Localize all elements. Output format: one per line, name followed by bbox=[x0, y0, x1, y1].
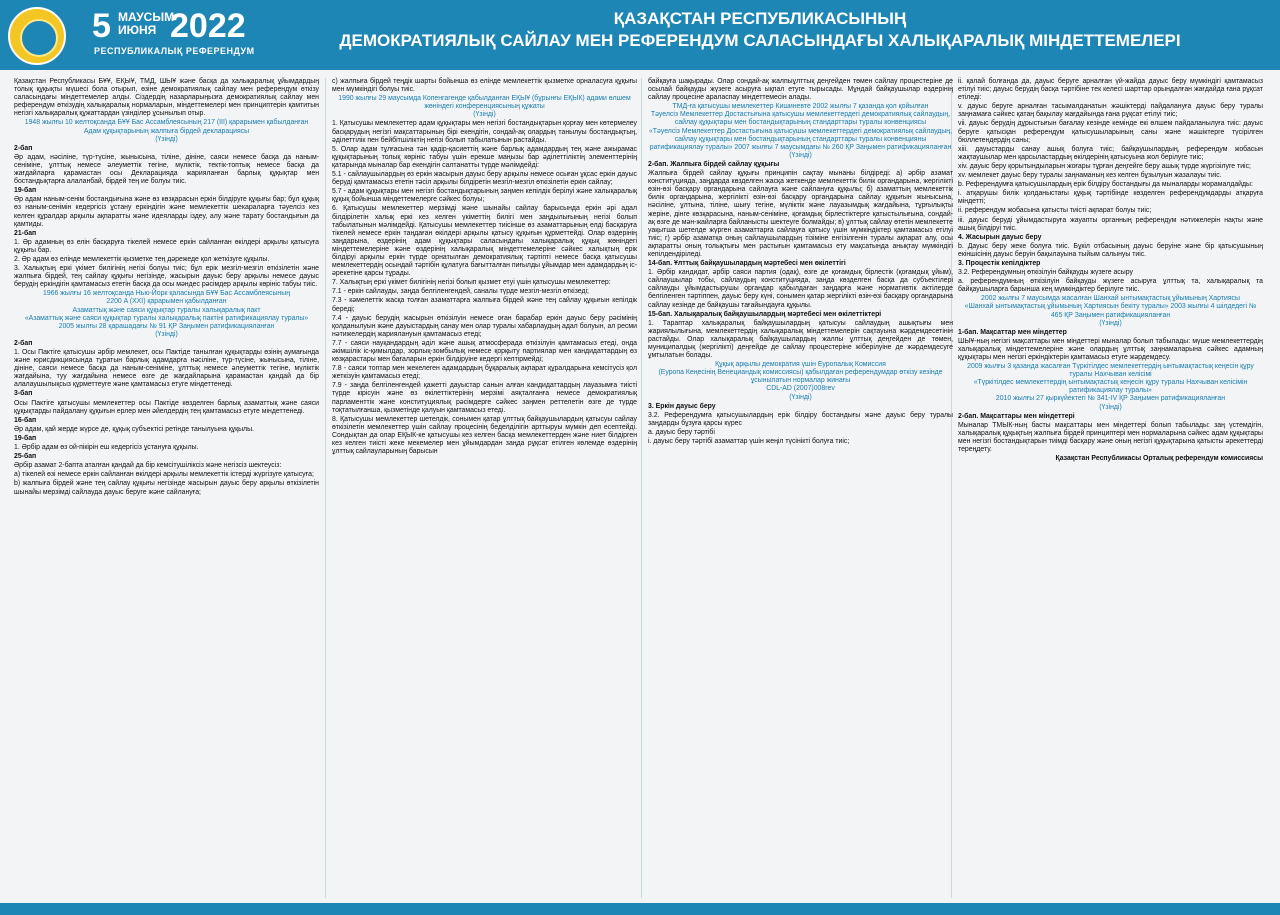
document-title: ТМД-ға қатысушы мемлекеттер Кишиневте 2002 жылғы 7 қазанда қол қойылған Тәуелсіз Мемлекеттер Достастығына қатысушы мемлекеттердегі демократиялық сайлаудың, сайлау құқықтары мен бостандықтарының стандарттары туралы конвенциясы «Тәуелсіз Мемлекеттер Достастығына қатысушы мемлекеттердегі демократиялық сайлаудың, сайлау құқықтары мен бостандықтарының стандарттары туралы конвенцияны ратификациялау туралы» 2007 жылғы 7 маусымдағы № 260 ҚР Заңымен ратификацияланған (Үзінді) bbox=[648, 103, 953, 159]
text-column-4 bbox=[958, 78, 1263, 464]
article-text: 5. Олар адам тұлғасына тән қадір-қасиеттің және барлық адамдардың тең және ажырамас құқықтарының толық көрініс табуы үшін ерекше маңызы бар әділеттіліктің элементтерінің қатарында мыналар бар екендігін салтанатты түрде мәлімдейді: bbox=[332, 145, 637, 169]
article-text: Мыналар ТМЫК-ның басты мақсаттары мен міндеттері болып табылады: заң үстемдігін, халықаралық құқықтың жалпыға бірдей принциптері мен нормаларына сәйкес адам құқықтары мен негізгі бостандықтарын тиімді басқару және оның негізгі құқықтарына қатысты әрекеттерді тереңдету. bbox=[958, 421, 1263, 454]
article-heading: 3-бап bbox=[14, 390, 33, 398]
article-text: Жалпыға бірдей сайлау құқығы принципін сақтау мынаны білдіреді: а) әрбір азамат конституцияда, заңдарда көзделген жасқа жеткенде мемлекеттік билік органдарына, жергілікті өзін-өзі басқару органдарына сайлауға және сайлануға құқылы; б) азаматтың мемлекеттік билік органдарына, жергілікті өзін-өзі басқару органдарына сайлау құқығын жынысына, нәсіліне, ұлтына, тіліне, шығу тегіне, мүліктік және лауазымдық жағдайына, тұрғылықты жеріне, дінге көзқарасына, наным-сеніміне, қоғамдық бірлестіктерге қатыстылығына, сондай-ақ өзге де мән-жайларға байланысты шектеуге болмайды; в) ұлттық сайлау өтетін мемлекетте уақытша шетелде жүрген азаматтарға сайлауға қатысу үшін мүмкіндіктер қамтамасыз етілуі тиіс; г) әрбір азаматқа оның сайлаушылардың тізіміне енгізілгенін туралы ақпарат алу, осы ақпаратты оның толықтығы мен растығын қамтамасыз ету мақсатында анықтау мүмкіндігі кепілдендіріледі. bbox=[648, 170, 953, 258]
article-heading: 21-бап bbox=[14, 229, 37, 237]
article-text: 1. Қатысушы мемлекеттер адам құқықтары мен негізгі бостандықтарын қорғау мен көтермелеу басқарудың негізгі мақсаттарының бірі екендігін, сондай-ақ олардың танылуы бостандықтың, әділеттілік пен бейбітшіліктің негізі болып табылатынын растайды. bbox=[332, 120, 637, 144]
date-year: 2022 bbox=[170, 7, 246, 45]
article-heading: 25-бап bbox=[14, 453, 37, 461]
article-text: 3.2. Референдумның өткізілуін байқауды жүзеге асыру bbox=[958, 269, 1133, 277]
article-text: 2. Әр адам өз елінде мемлекеттік қызметке тең дәрежеде қол жеткізуге құқылы. bbox=[14, 255, 270, 263]
text-column-1 bbox=[14, 78, 319, 498]
article-text: xiv. дауыс беру қорытындыларын жоғары тұрған деңгейге беру ашық түрде жүргізілуге тиіс; bbox=[958, 162, 1251, 170]
referendum-emblem-icon bbox=[8, 7, 66, 65]
article-heading: 3. Процестік кепілдіктер bbox=[958, 259, 1041, 267]
article-heading: 4. Жасырын дауыс беру bbox=[958, 233, 1042, 241]
intro-paragraph: Қазақстан Республикасы БҰҰ, ЕҚЫҰ, ТМД, ШЫҰ және басқа да халықаралық ұйымдардың толық құқықты мүшесі бола отырып, өзіне демократиялық сайлау мен референдум өткізу саласындағы міндеттемелер алды. Сіздердің назарларыңызға демократиялық сайлау мен референдум өткізудің халықаралық нормаларын, міндеттемелері мен принциптерін қамтитын негізгі халықаралық құжаттардан үзінділер ұсынылып отыр. bbox=[14, 78, 319, 118]
article-text: 5.1 - сайлаушылардың өз еркін жасырын дауыс беру арқылы немесе осыған ұқсас еркін дауыс беруді қамтамасыз ететін тәсіл арқылы білдіретін мезгіл-мезгіл өткізілетін еркін сайлау; bbox=[332, 171, 637, 187]
article-heading: 2-бап. Мақсаттары мен міндеттері bbox=[958, 412, 1075, 420]
header-banner bbox=[0, 0, 1280, 70]
column-divider bbox=[641, 78, 642, 898]
article-text: 7.4 - дауыс берудің жасырын өткізілуін немесе оған барабар еркін дауыс беру рәсімінің қолданылуын және дауыстардың санау мен олар туралы хабарлаудың адал болуын, ал ресми нәтижелердің жариялануын қамтамасыз етеді; bbox=[332, 314, 637, 338]
article-text: Әр адам, нәсіліне, түр-түсіне, жынысына, тіліне, дініне, саяси немесе басқа да наным-сеніміне, ұлттық немесе әлеуметтік тегіне, мүліктік, тектік-топтық немесе басқа да жағдайларға қарамастан осы Декларацияда жарияланған барлық құқықтар мен бостандықтарға алаланбай, бірдей тең ие болуы тиіс. bbox=[14, 153, 319, 186]
article-text: 1. Әр адамның өз елін басқаруға тікелей немесе еркін сайланған өкілдері арқылы қатысуға құқығы бар. bbox=[14, 238, 319, 254]
article-heading: 1-бап. Мақсаттар мен міндеттер bbox=[958, 328, 1067, 336]
article-text: 1. Осы Пактіге қатысушы әрбір мемлекет, осы Пактіде танылған құқықтарды өзінің аумағында және юрисдикциясында тұратын барлық адамдарға нәсіліне, түр-түсіне, жынысына, тіліне, дініне, саяси немесе басқа да наным-сеніміне, ұлттық немесе әлеуметтік тегіне, мүліктік жағдайына, туу жағдайына немесе өзге де жағдайларына қарамастан қандай да бір алалаушылықсыз құрметтеуге және қамтамасыз етуге міндеттенеді. bbox=[14, 349, 319, 389]
article-text: ШЫҰ-ның негізгі мақсаттары мен міндеттері мыналар болып табылады: мүше мемлекеттердің халықаралық міндеттемелеріне және олардың ұлттық заңнамаларына сәйкес адамның құқықтары мен негізгі еркіндіктерін қамтамасыз етуге жәрдемдесу. bbox=[958, 337, 1263, 361]
footer-band bbox=[0, 903, 1280, 915]
article-text: ii. референдум жобасына қатысты тиісті ақпарат болуы тиіс; bbox=[958, 207, 1152, 215]
article-text: 1. Әрбір адам өз ой-пікірін еш кедергісіз ұстануға құқылы. bbox=[14, 444, 199, 452]
document-title: 2009 жылғы 3 қазанда жасалған Түркітілдес мемлекеттердің ынтымақтастық кеңесін құру туралы Нахчыван келісімі «Түркітілдес мемлекеттердің ынтымақтастық кеңесін құру туралы Нахчыван келісімін ратификациялау туралы» 2010 жылғы 27 қыркүйектегі № 341-IV ҚР Заңымен ратификацияланған (Үзінді) bbox=[967, 363, 1254, 411]
document-title: 2002 жылғы 7 маусымда жасалған Шанхай ынтымақтастық ұйымының Хартиясы «Шанхай ынтымақтастық ұйымының Хартиясын бекіту туралы» 2003 жылғы 4 шілдедегі № 465 ҚР Заңымен ратификацияланған (Үзінді) bbox=[964, 295, 1257, 327]
article-text: xv. мемлекет дауыс беру туралы заңнаманың кез келген бұзылуын жазалауы тиіс. bbox=[958, 172, 1222, 180]
article-text: Әр адам, қай жерде жүрсе де, құқық субъектісі ретінде танылуына құқылы. bbox=[14, 425, 254, 433]
article-text: 7.7 - саяси науқандардың әділ және ашық атмосферада өткізілуін қамтамасыз етеді, онда әкімшілік іс-қимылдар, зорлық-зомбылық немесе қорқыту партиялар мен кандидаттардың өз көзқарастары мен бағаларын еркін білдіруіне кедергі келтірмейді; bbox=[332, 339, 637, 364]
article-text: ii. қалай болғанда да, дауыс беруге арналған үй-жайда дауыс беру мүмкіндігі қамтамасыз етілуі тиіс; дауыс берудің басқа тәртібіне тек келесі шарттар орындалған жағдайда ғана рұқсат етіледі: bbox=[958, 78, 1263, 102]
date-day: 5 bbox=[92, 7, 111, 45]
article-text: Осы Пактіге қатысушы мемлекеттер осы Пактіде көзделген барлық азаматтық және саяси құқықтарды пайдалану құқығын ерлер мен әйелдердің тең қамтамасыз етуге міндеттенеді. bbox=[14, 399, 319, 415]
article-text: a) тікелей өзі немесе еркін сайланған өкілдері арқылы мемлекеттік істерді жүргізуге қатысуға; bbox=[14, 471, 314, 479]
document-title: 1966 жылғы 16 желтоқсанда Нью-Йорк қаласында БҰҰ Бас Ассамблеясының 2200 A (XXI) қарарымен қабылданған Азаматтық және саяси құқықтар туралы халықаралық пакт «Азаматтық және саяси құқықтар туралы халықаралық пактіні ратификациялау туралы» 2005 жылғы 28 қарашадағы № 91 ҚР Заңымен ратификацияланған (Үзінді) bbox=[24, 290, 309, 338]
article-text: 7.9 - заңда белгіленгендей қажетті дауыстар санын алған кандидаттардың лауазымға тиісті түрде кірісуін және өз өкілеттіктерінің мерзімі аяқталғанға немесе демократиялық парламенттік және конституциялық рәсімдерге сәйкес заңмен реттелетін өзге де түрде тоқтатылғанша, қызметінде қалуын қамтамасыз етеді. bbox=[332, 382, 637, 414]
article-text: 7. Халықтың еркі үкімет билігінің негізі болып қызмет етуі үшін қатысушы мемлекеттер: bbox=[332, 279, 611, 287]
article-text: 7.1 - еркін сайлауды, заңда белгіленгендей, саналы түрде мезгіл-мезгіл өткізеді; bbox=[332, 288, 589, 296]
article-text: 1. Тараптар халықаралық байқаушылардың қатысуы сайлаудың ашықтығы мен жариялылығына, мемлекеттердің халықаралық міндеттемелерін сақтауына жәрдемдесетінін растайды. Олар халықаралық байқаушылардың жалпы ұлттық деңгейден де төмен, муниципалдық (жергілікті) деңгейде де сайлау процестеріне жіберілуіне де жәрдемдесуге ұмтылатын болады. bbox=[648, 319, 953, 360]
article-heading: 2-бап. Жалпыға бірдей сайлау құқығы bbox=[648, 160, 780, 168]
article-heading: 2-бап bbox=[14, 144, 33, 152]
article-text: байқауға шақырады. Олар сондай-ақ жалпыұлттық деңгейден төмен сайлау процестеріне де осылай байқауды жүзеге асыруға ықпал етуге тырысады. Мұндай байқаушылар өздерінің сайлау процесіне араласпау міндеттемесін алады. bbox=[648, 78, 953, 102]
article-text: 3.2. Референдумға қатысушылардың ерік білдіру бостандығы және дауыс беру туралы заңдарды бұзуға қарсы күрес bbox=[648, 411, 953, 427]
article-text: 7.8 - саяси топтар мен жекелеген адамдардың бұқаралық ақпарат құралдарына кемсітусіз қол жеткізуін қамтамасыз етеді; bbox=[332, 365, 637, 381]
article-text: 8. Қатысушы мемлекеттер шетелдік, сонымен қатар ұлттық байқаушылардың қатысуы сайлау өткізілетін мемлекеттер үшін сайлау процесінің беделділігін арттыруы мүмкін деп есептейді. Сондықтан да олар ЕҚЫК-ке қатысушы кез келген басқа мемлекеттерден және ниет білдірген кез келген тиісті жеке мекемелер мен ұйымдардан заңда рұқсат етілген көлемде өздерінің ұлттық сайлауларының барысын bbox=[332, 415, 637, 456]
article-heading: 15-бап. Халықаралық байқаушылардың мәртебесі мен өкілеттіктері bbox=[648, 310, 882, 318]
article-text: а. дауыс беру тәртібі bbox=[648, 428, 715, 436]
article-text: 5.7 - адам құқықтары мен негізгі бостандықтарының заңмен кепілдік берілуі және халықаралық құқық бойынша міндеттемелерге сәйкес болуы; bbox=[332, 188, 637, 204]
article-text: 6. Қатысушы мемлекеттер мерзімді және шынайы сайлау барысында еркін әрі адал білдірілетін халық еркі кез келген үкіметтің билігі мен заңдылығының негізі болып табылатынын мәлімдейді. Қатысушы мемлекеттер тиісінше өз азаматтарының елді басқаруға тікелей немесе еркін таңдаған өкілдері арқылы қатысу құқығын құрметтейді. Олар өздерінің заңдарына, өздерінің адам құқықтары саласындағы халықаралық құқық жөніндегі міндеттемелеріне және өздерінің халықаралық міндеттемелеріне сәйкес халықтың ерік білдіруі арқылы еркін түрде орнатылған демократиялық тәртіпті немесе басқа қатысушы мемлекеттердің осындай тәртібін құлатуға бағытталған пиғылды ұйымдар мен адамдардың іс-әрекетіне қарсы тұрады. bbox=[332, 205, 637, 278]
article-text: b. Референдумға қатысушылардың ерік білдіру бостандығы да мыналарды жорамалдайды: bbox=[958, 181, 1253, 189]
article-heading: 19-бап bbox=[14, 434, 37, 442]
article-text: a. референдумның өткізілуін байқауды жүзеге асыруға ұлттық та, халықаралық та байқаушыларға барынша кең мүмкіндіктер берілуге тиіс. bbox=[958, 278, 1263, 294]
article-heading: 2-бап bbox=[14, 339, 33, 347]
document-title: 1990 жылғы 29 маусымда Копенгагенде қабылданған ЕҚЫҰ (бұрынғы ЕҚЫК) адами өлшем жөніндегі конференциясының құжаты (Үзінді) bbox=[338, 95, 631, 119]
article-text: Әрбір азамат 2-бапта аталған қандай да бір кемсітушіліксіз және негізсіз шектеусіз: bbox=[14, 462, 282, 470]
signature: Қазақстан Республикасы Орталық референдум комиссиясы bbox=[1055, 455, 1263, 463]
document-title: 1948 жылғы 10 желтоқсанда БҰҰ Бас Ассамблеясының 217 (III) қарарымен қабылданған Адам құқықтарының жалпыға бірдей декларациясы (Үзінді) bbox=[24, 119, 309, 143]
article-text: b. Дауыс беру жеке болуға тиіс. Бұкіл отбасының дауыс беруіне және бір қатысушының екіншісінің дауыс беруін бақылауына тыйым салынуы тиіс. bbox=[958, 242, 1263, 258]
article-text: b) жалпыға бірдей және тең сайлау құқығы негізінде жасырын дауыс беру арқылы өткізілетін шынайы мерзімді сайлауда дауыс беруге және сайлануға; bbox=[14, 480, 319, 496]
article-text: 7.3 - кәмелеттік жасқа толған азаматтарға жалпыға бірдей және тең сайлау құқығын кепілдік береді; bbox=[332, 297, 637, 313]
article-text: vii. дауыс берудің дұрыстығын бағалау кезінде кемінде екі өлшем пайдаланылуға тиіс: дауыс беруге қатысқан референдум қатысушыларының саны және жәшіктерге түсірілген бюллетендердің саны; bbox=[958, 120, 1263, 144]
document-title: Құқық арқылы демократия үшін Еуропалық Комиссия (Еуропа Кеңесінің Венециандық комиссиясы) қабылдаған референдумдар өткізу кезінде ұсынылатын нормалар жинағы CDL-AD (2007)008rev (Үзінді) bbox=[658, 361, 943, 401]
column-divider bbox=[325, 78, 326, 898]
article-heading: 3. Еркін дауыс беру bbox=[648, 402, 716, 410]
article-heading: 14-бап. Ұлттық байқаушылардың мәртебесі мен өкілеттігі bbox=[648, 260, 846, 268]
article-text: xiii. дауыстарды санау ашық болуға тиіс; байқаушылардың, референдум жобасын жақтаушылар мен қарсыластардың өкілдерінің қатысуына жол берілуге тиіс; bbox=[958, 145, 1263, 161]
referendum-label: РЕСПУБЛИКАЛЫҚ РЕФЕРЕНДУМ bbox=[94, 46, 255, 56]
page-title: ҚАЗАҚСТАН РЕСПУБЛИКАСЫНЫҢ ДЕМОКРАТИЯЛЫҚ САЙЛАУ МЕН РЕФЕРЕНДУМ САЛАСЫНДАҒЫ ХАЛЫҚАРАЛЫҚ МІНДЕТТЕМЕЛЕРІ bbox=[339, 9, 1181, 50]
article-text: i. атқарушы билік қолданыстағы құқық тәртібінде көзделген референдумдарды атқаруға міндетті; bbox=[958, 190, 1263, 206]
article-text: Әр адам наным-сенім бостандығына және өз көзқарасын еркін білдіруге құқығы бар; бұл құқық өз наным-сенімін кедергісіз ұстану еркіндігін және мемлекеттік шекараларға тәуелсіз кез келген құралдар арқылы ақпаратты және идеяларды іздеу, алу және тарату бостандығын да қамтиды. bbox=[14, 196, 319, 228]
text-column-3 bbox=[648, 78, 953, 447]
article-heading: 16-бап bbox=[14, 416, 37, 424]
text-column-2 bbox=[332, 78, 637, 457]
date-month: МАУСЫМ ИЮНЯ bbox=[118, 10, 175, 37]
article-text: iii. дауыс беруді ұйымдастыруға жауапты органның референдум нәтижелерін нақты және ашық білдіруі тиіс. bbox=[958, 216, 1263, 232]
article-text: v. дауыс беруге арналған тасымалданатын жәшіктерді пайдалануға дауыс беру туралы заңнамаға сәйкес қатаң бақылау жағдайында ғана рұқсат етілуі тиіс; bbox=[958, 103, 1263, 119]
article-text: і. дауыс беру тәртібі азаматтар үшін жеңіл түсінікті болуға тиіс; bbox=[648, 438, 850, 446]
article-heading: 19-бап bbox=[14, 187, 37, 195]
article-text: c) жалпыға бірдей теңдік шарты бойынша өз елінде мемлекеттік қызметке орналасуға құқығы мен мүмкіндігі болуы тиіс. bbox=[332, 78, 637, 94]
article-text: 1. Әрбір кандидат, әрбір саяси партия (одақ), өзге де қоғамдық бірлестік (қоғамдық ұйым), сайлаушылар тобы, сайлаудың конституцияда, заңда көзделген басқа да субъектілері сайлауды ұйымдастырушы органдар қабылдаған заңдарға және нормативтік актілерде белгіленген тәртіппен, дауыс беру күні, сонымен қатар жергілікті өзін-өзі басқару органдарына сайлау кезінде де байқаушы тағайындауға құқылы. bbox=[648, 269, 953, 309]
article-text: 3. Халықтың еркі үкімет билігінің негізі болуы тиіс; бұл ерік мезгіл-мезгіл өткізілетін және жалпыға бірдей, тең сайлау құқығы негізінде, жасырын дауыс беру арқылы немесе дауыс берудің еркіндігін қамтамасыз ететін басқа да осы мәндес рәсімдер арқылы көрініс табуы тиіс. bbox=[14, 265, 319, 289]
